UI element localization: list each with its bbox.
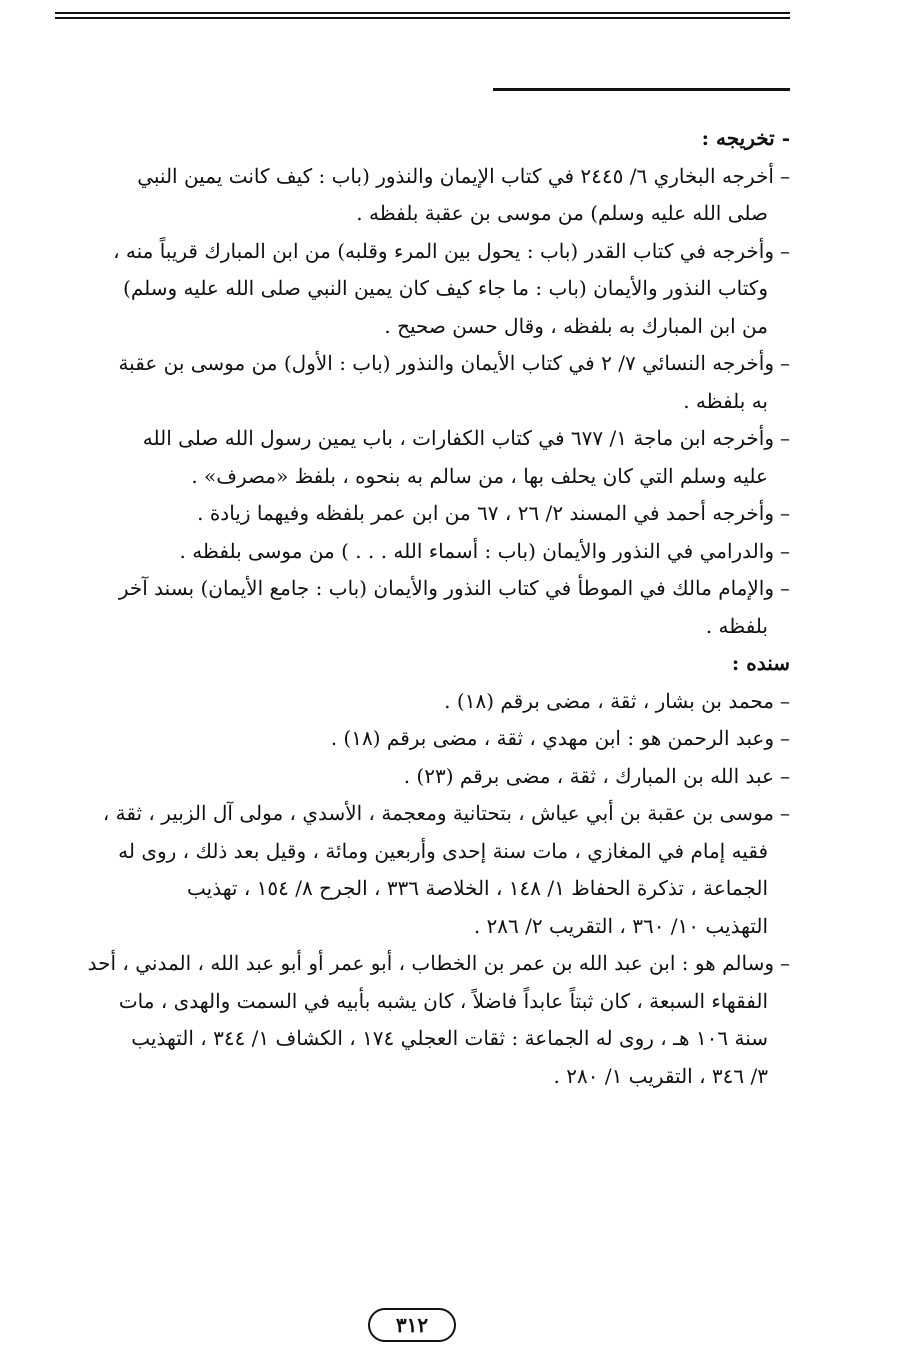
list-item-text: وأخرجه أحمد في المسند ٢/ ٢٦ ، ٦٧ من ابن عمر بلفظه وفيهما زيادة .	[197, 501, 774, 525]
page-number-badge	[368, 1308, 456, 1342]
list-item-line	[55, 495, 790, 533]
section-heading: سنده :	[731, 651, 790, 675]
list-item	[55, 345, 790, 420]
list-item-continuation: وكتاب النذور والأيمان (باب : ما جاء كيف كان يمين النبي صلى الله عليه وسلم)	[123, 276, 768, 300]
list-item-continuation: فقيه إمام في المغازي ، مات سنة إحدى وأربعين ومائة ، وقيل بعد ذلك ، روى له	[118, 838, 768, 863]
list-item-line	[55, 533, 790, 571]
list-item	[55, 683, 790, 721]
list-item	[55, 570, 790, 645]
list-item-continuation: الجماعة ، تذكرة الحفاظ ١/ ١٤٨ ، الخلاصة ٣٣٦ ، الجرح ٨/ ١٥٤ ، تهذيب	[187, 876, 768, 900]
list-item-text: موسى بن عقبة بن أبي عياش ، بتحتانية ومعجمة ، الأسدي ، مولى آل الزبير ، ثقة ،	[102, 801, 774, 825]
bullet-dash: –	[780, 501, 790, 525]
bullet-dash: –	[780, 801, 790, 825]
list-item-text: عبد الله بن المبارك ، ثقة ، مضى برقم (٢٣) .	[403, 763, 774, 788]
footnote-separator-rule	[493, 88, 790, 91]
bullet-dash: –	[780, 763, 790, 788]
list-item-text: وأخرجه في كتاب القدر (باب : يحول بين المرء وقلبه) من ابن المبارك قريباً منه ،	[113, 238, 774, 263]
list-item-continuation: صلى الله عليه وسلم) من موسى بن عقبة بلفظه .	[356, 201, 768, 225]
list-item-line	[55, 683, 790, 721]
page-body	[55, 120, 790, 1095]
list-item-continuation: من ابن المبارك به بلفظه ، وقال حسن صحيح .	[384, 313, 768, 338]
bullet-dash: –	[780, 726, 790, 750]
list-item-text: وأخرجه ابن ماجة ١/ ٦٧٧ في كتاب الكفارات ، باب يمين رسول الله صلى الله	[142, 426, 774, 450]
list-item-continuation: سنة ١٠٦ هـ ، روى له الجماعة : ثقات العجلي ١٧٤ ، الكشاف ١/ ٣٤٤ ، التهذيب	[131, 1026, 768, 1050]
header-rule-bottom	[55, 17, 790, 19]
bullet-dash: –	[780, 951, 790, 975]
list-item-line	[55, 795, 790, 833]
list-item	[55, 945, 790, 1095]
list-item-text: محمد بن بشار ، ثقة ، مضى برقم (١٨) .	[444, 688, 774, 713]
list-item	[55, 420, 790, 495]
bullet-dash: –	[780, 163, 790, 188]
list-item-continuation: بلفظه .	[705, 613, 768, 638]
header-rule-top	[55, 12, 790, 14]
bullet-dash: –	[780, 538, 790, 563]
list-item-continuation: به بلفظه .	[683, 388, 768, 413]
bullet-dash: –	[780, 688, 790, 713]
list-item-continuation: الفقهاء السبعة ، كان ثبتاً عابداً فاضلاً ، كان يشبه بأبيه في السمت والهدى ، مات	[118, 988, 768, 1013]
list-item-text: والإمام مالك في الموطأ في كتاب النذور والأيمان (باب : جامع الأيمان) بسند آخر	[118, 576, 774, 600]
list-item-text: وسالم هو : ابن عبد الله بن عمر بن الخطاب ، أبو عمر أو أبو عبد الله ، المدني ، أحد	[87, 951, 774, 975]
page-number: ٣١٢	[395, 1313, 429, 1337]
list-item	[55, 533, 790, 571]
list-item-text: وأخرجه النسائي ٧/ ٢ في كتاب الأيمان والنذور (باب : الأول) من موسى بن عقبة	[118, 351, 774, 375]
list-item	[55, 758, 790, 796]
list-item-continuation: عليه وسلم التي كان يحلف بها ، من سالم به بنحوه ، بلفظ «مصرف» .	[191, 463, 768, 488]
section-heading: - تخريجه :	[701, 126, 790, 150]
list-item-line	[55, 758, 790, 796]
list-item-line	[55, 720, 790, 758]
list-item	[55, 158, 790, 233]
list-item	[55, 495, 790, 533]
bullet-dash: –	[780, 238, 790, 263]
list-item-text: وعبد الرحمن هو : ابن مهدي ، ثقة ، مضى برقم (١٨) .	[330, 726, 774, 750]
list-item-line	[55, 945, 790, 983]
bullet-dash: –	[780, 576, 790, 600]
list-item	[55, 720, 790, 758]
list-item-line	[55, 420, 790, 458]
list-item	[55, 795, 790, 945]
list-item-line	[55, 345, 790, 383]
bullet-dash: –	[780, 351, 790, 375]
list-item-text: أخرجه البخاري ٦/ ٢٤٤٥ في كتاب الإيمان والنذور (باب : كيف كانت يمين النبي	[137, 163, 774, 188]
list-item-line	[55, 233, 790, 271]
list-item-line	[55, 570, 790, 608]
bullet-dash: –	[780, 426, 790, 450]
list-item-text: والدرامي في النذور والأيمان (باب : أسماء الله . . . ) من موسى بلفظه .	[179, 538, 774, 563]
list-item	[55, 233, 790, 346]
list-item-continuation: التهذيب ١٠/ ٣٦٠ ، التقريب ٢/ ٢٨٦ .	[473, 913, 768, 938]
list-item-continuation: ٣/ ٣٤٦ ، التقريب ١/ ٢٨٠ .	[553, 1063, 768, 1088]
list-item-line	[55, 158, 790, 196]
